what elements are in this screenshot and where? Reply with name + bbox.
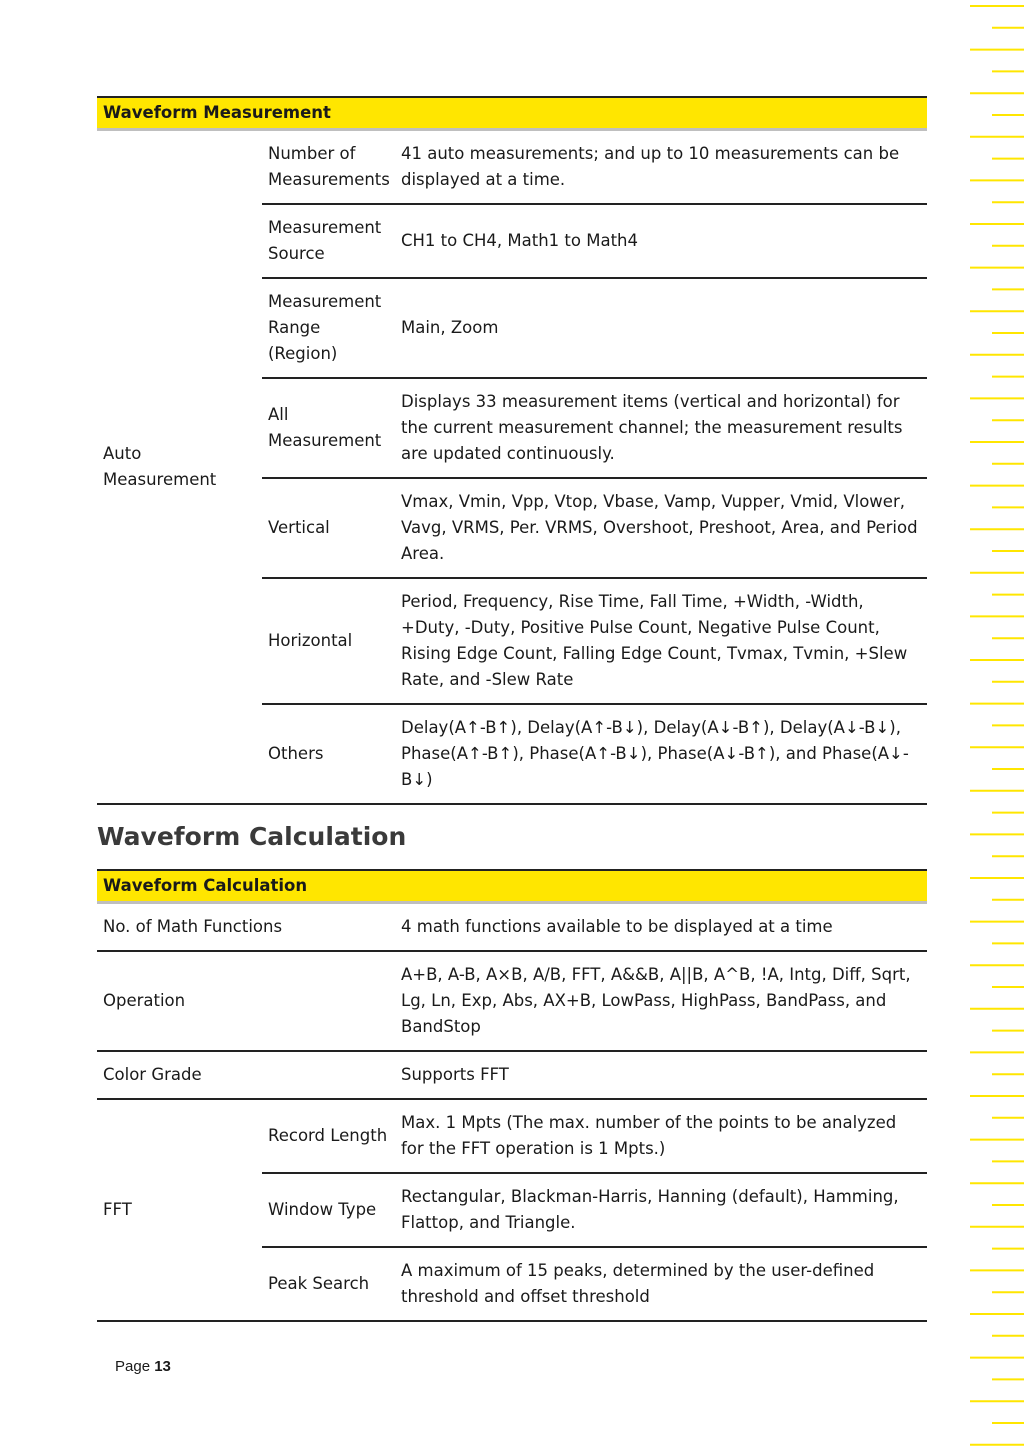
row-label: No. of Math Functions <box>97 903 395 952</box>
table-row <box>97 130 927 205</box>
row-value: Period, Frequency, Rise Time, Fall Time, +Width, -Width, +Duty, -Duty, Positive Pulse Count, Negative Pulse Count, Rising Edge Count, Falling Edge Count, Tvmax, Tvmin, +Slew Rate, and -Slew Rate <box>395 578 927 704</box>
row-label: Measurement Source <box>262 204 395 278</box>
row-label: Window Type <box>262 1173 395 1247</box>
margin-decoration <box>962 0 1024 1448</box>
row-label: Operation <box>97 951 395 1051</box>
table-row <box>97 951 927 1051</box>
row-label: Vertical <box>262 478 395 578</box>
table-header-row <box>97 97 927 130</box>
table-header: Waveform Calculation <box>97 870 927 903</box>
row-label: Record Length <box>262 1099 395 1173</box>
row-value: Supports FFT <box>395 1051 927 1099</box>
row-value: Displays 33 measurement items (vertical and horizontal) for the current measurement channel; the measurement results are updated continuously. <box>395 378 927 478</box>
row-label: Horizontal <box>262 578 395 704</box>
row-value: Max. 1 Mpts (The max. number of the points to be analyzed for the FFT operation is 1 Mpts.) <box>395 1099 927 1173</box>
page-number <box>115 1358 171 1375</box>
row-value: 4 math functions available to be displayed at a time <box>395 903 927 952</box>
row-label: All Measurement <box>262 378 395 478</box>
section-title: Waveform Calculation <box>97 822 407 851</box>
page-number-value: 13 <box>154 1358 171 1375</box>
page-label: Page <box>115 1358 151 1375</box>
waveform-measurement-table <box>97 96 927 805</box>
table-header-row <box>97 870 927 903</box>
category-cell: Auto Measurement <box>97 130 262 805</box>
row-label: Color Grade <box>97 1051 395 1099</box>
page-content <box>97 96 927 1322</box>
category-cell: FFT <box>97 1099 262 1321</box>
row-label: Others <box>262 704 395 804</box>
waveform-calculation-table <box>97 869 927 1322</box>
row-value: 41 auto measurements; and up to 10 measurements can be displayed at a time. <box>395 130 927 205</box>
table-row <box>97 1099 927 1173</box>
row-label: Peak Search <box>262 1247 395 1321</box>
row-value: A maximum of 15 peaks, determined by the user-defined threshold and offset threshold <box>395 1247 927 1321</box>
table-row <box>97 1051 927 1099</box>
row-value: Vmax, Vmin, Vpp, Vtop, Vbase, Vamp, Vupper, Vmid, Vlower, Vavg, VRMS, Per. VRMS, Overshoot, Preshoot, Area, and Period Area. <box>395 478 927 578</box>
table-row <box>97 903 927 952</box>
row-label: Number of Measurements <box>262 130 395 205</box>
row-value: Main, Zoom <box>395 278 927 378</box>
row-value: A+B, A-B, A×B, A/B, FFT, A&&B, A||B, A^B, !A, Intg, Diff, Sqrt, Lg, Ln, Exp, Abs, AX+B, LowPass, HighPass, BandPass, and BandStop <box>395 951 927 1051</box>
row-value: Rectangular, Blackman-Harris, Hanning (default), Hamming, Flattop, and Triangle. <box>395 1173 927 1247</box>
row-value: CH1 to CH4, Math1 to Math4 <box>395 204 927 278</box>
table-header: Waveform Measurement <box>97 97 927 130</box>
row-value: Delay(A↑-B↑), Delay(A↑-B↓), Delay(A↓-B↑), Delay(A↓-B↓), Phase(A↑-B↑), Phase(A↑-B↓), Phase(A↓-B↑), and Phase(A↓-B↓) <box>395 704 927 804</box>
row-label: Measurement Range (Region) <box>262 278 395 378</box>
